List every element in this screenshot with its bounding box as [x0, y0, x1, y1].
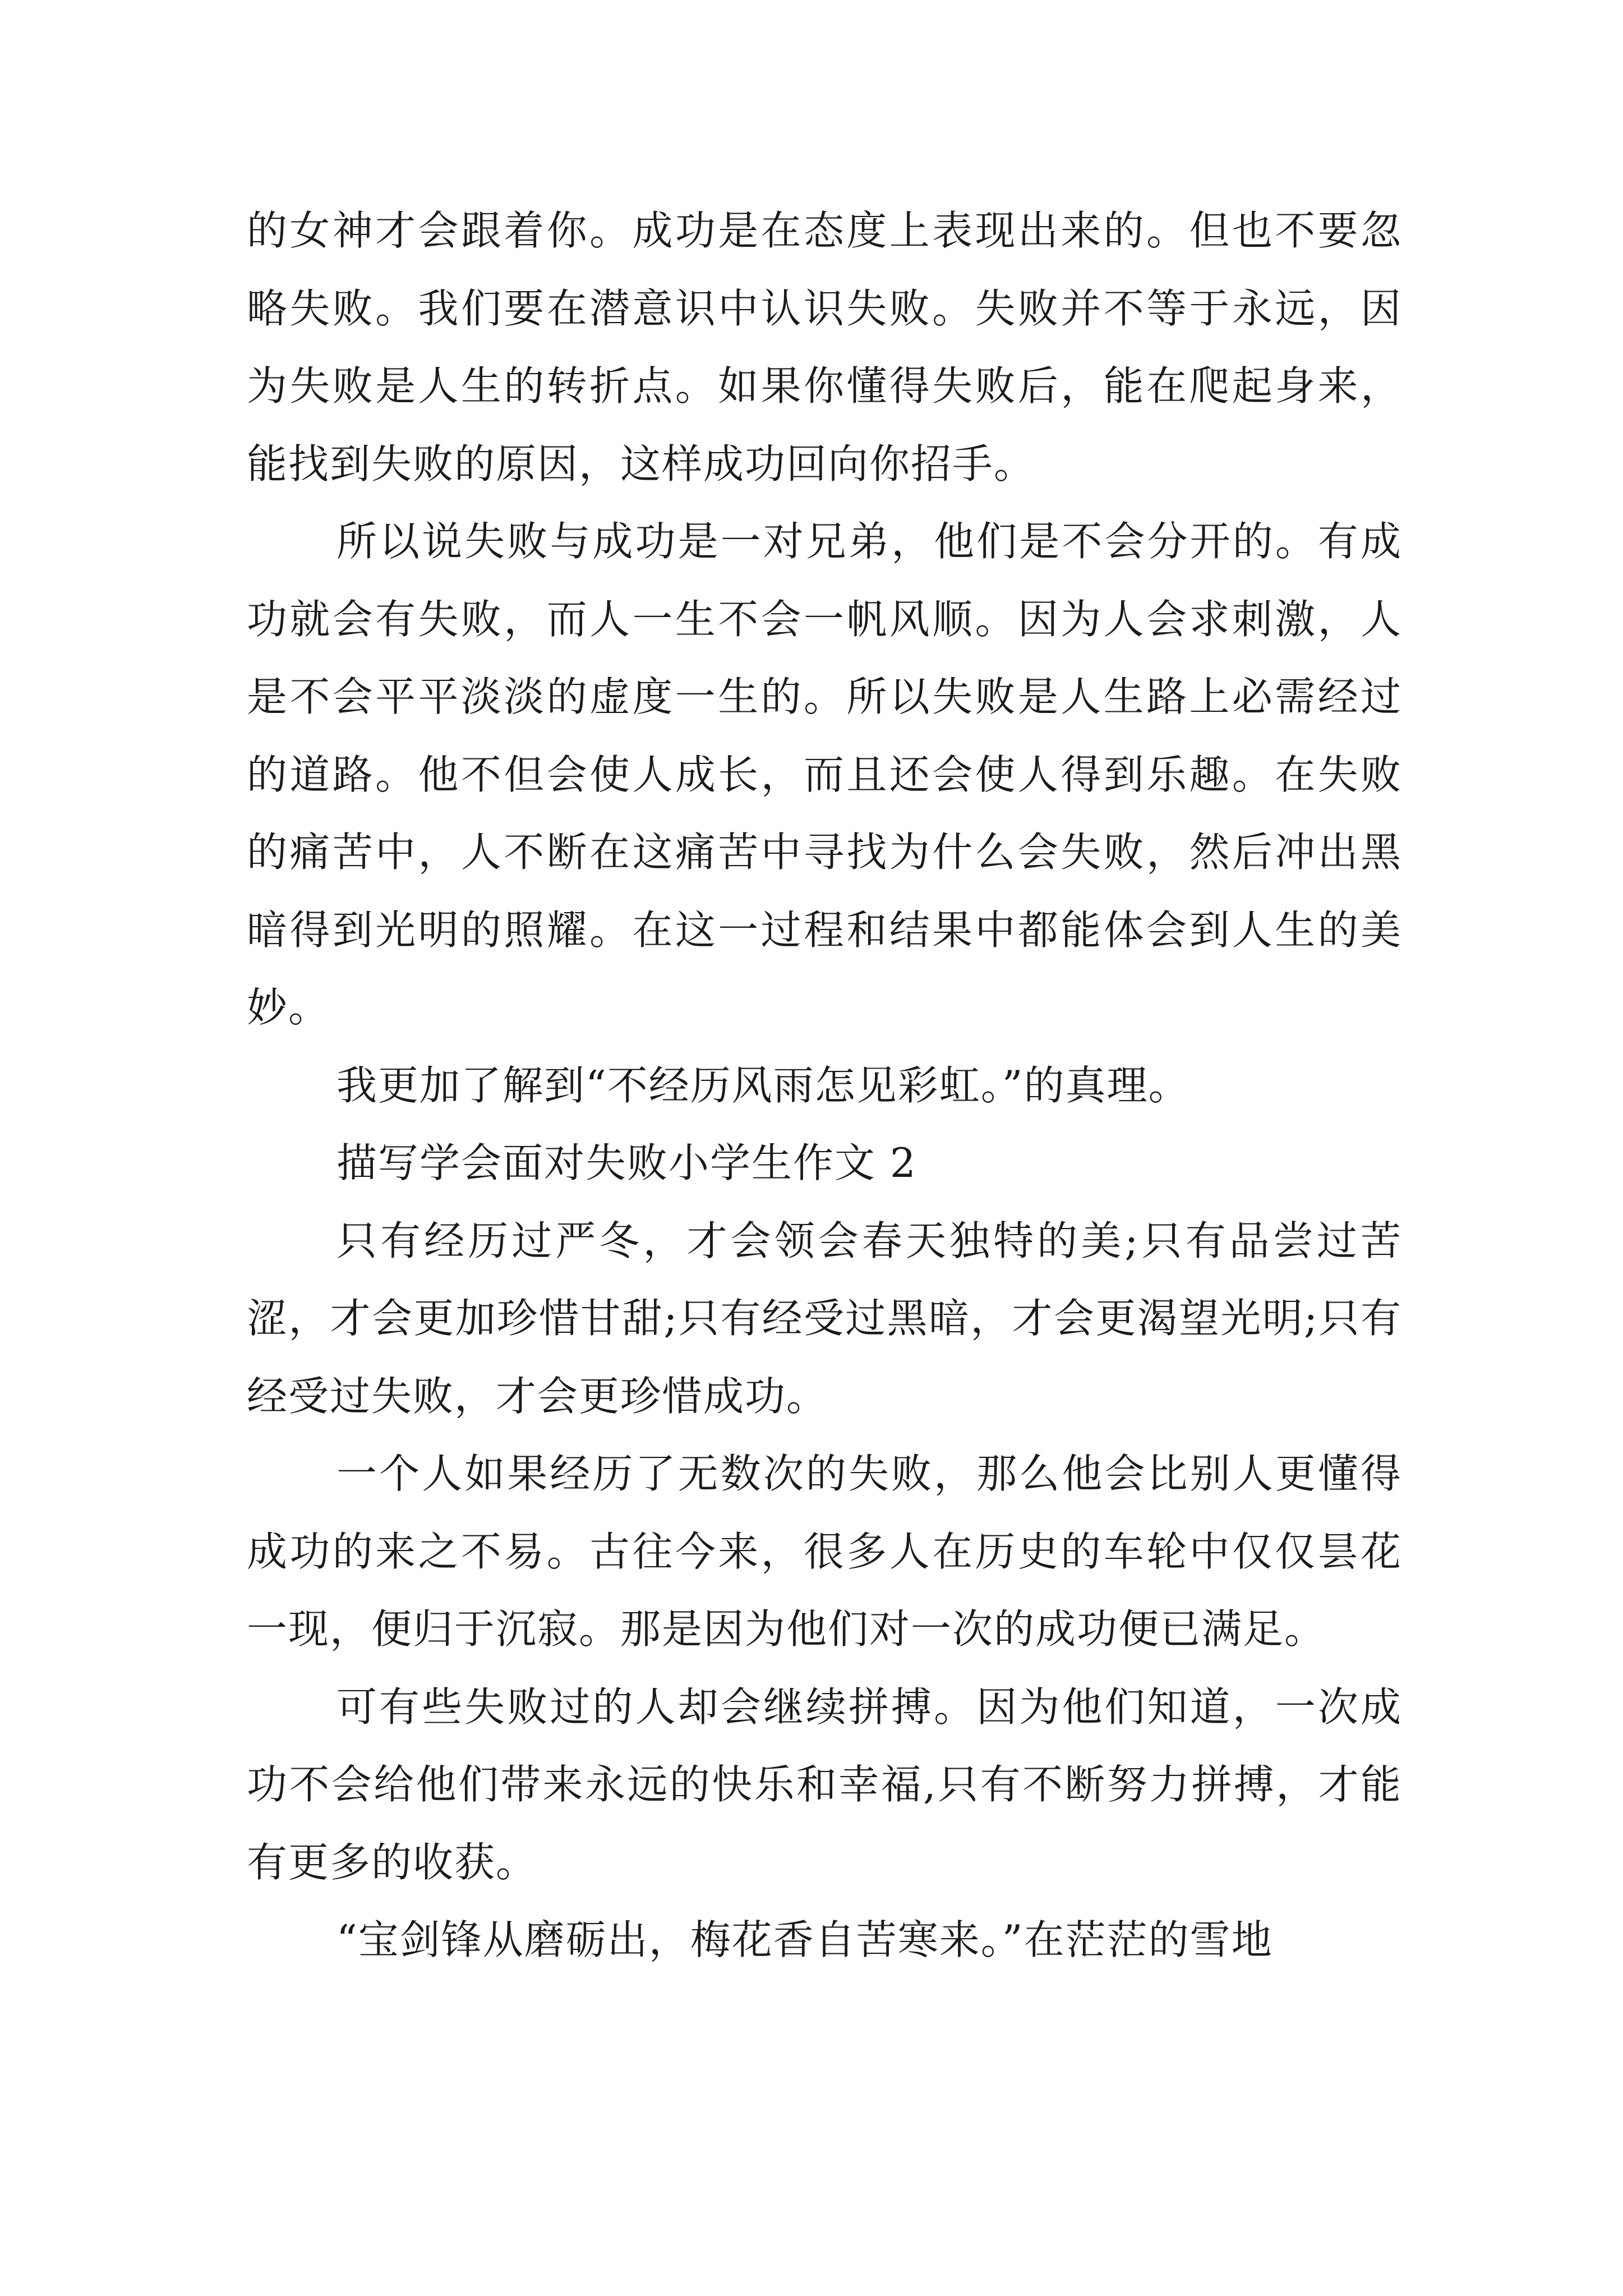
document-body [247, 192, 1402, 1979]
paragraph-3: 我更加了解到“不经历风雨怎见彩虹。”的真理。 [336, 1061, 1190, 1109]
paragraph-4: 只有经历过严冬，才会领会春天独特的美;只有品尝过苦涩，才会更加珍惜甘甜;只有经受过黑暗，才会更渴望光明;只有经受过失败，才会更珍惜成功。 [247, 1217, 1402, 1420]
section-heading: 描写学会面对失败小学生作文 2 [336, 1139, 917, 1186]
paragraph-6: 可有些失败过的人却会继续拼搏。因为他们知道，一次成功不会给他们带来永远的快乐和幸福,只有不断努力拼搏，才能有更多的收获。 [247, 1683, 1402, 1886]
paragraph-2: 所以说失败与成功是一对兄弟，他们是不会分开的。有成功就会有失败，而人一生不会一帆风顺。因为人会求刺激，人是不会平平淡淡的虚度一生的。所以失败是人生路上必需经过的道路。他不但会使人成长，而且还会使人得到乐趣。在失败的痛苦中，人不断在这痛苦中寻找为什么会失败，然后冲出黑暗得到光明的照耀。在这一过程和结果中都能体会到人生的美妙。 [247, 518, 1402, 1031]
paragraph-7: “宝剑锋从磨砺出，梅花香自苦寒来。”在茫茫的雪地 [336, 1916, 1273, 1963]
paragraph-5: 一个人如果经历了无数次的失败，那么他会比别人更懂得成功的来之不易。古往今来，很多人在历史的车轮中仅仅昙花一现，便归于沉寂。那是因为他们对一次的成功便已满足。 [247, 1450, 1402, 1653]
paragraph-1: 的女神才会跟着你。成功是在态度上表现出来的。但也不要忽略失败。我们要在潜意识中认识失败。失败并不等于永远，因为失败是人生的转折点。如果你懂得失败后，能在爬起身来，能找到失败的原因，这样成功回向你招手。 [247, 207, 1402, 487]
